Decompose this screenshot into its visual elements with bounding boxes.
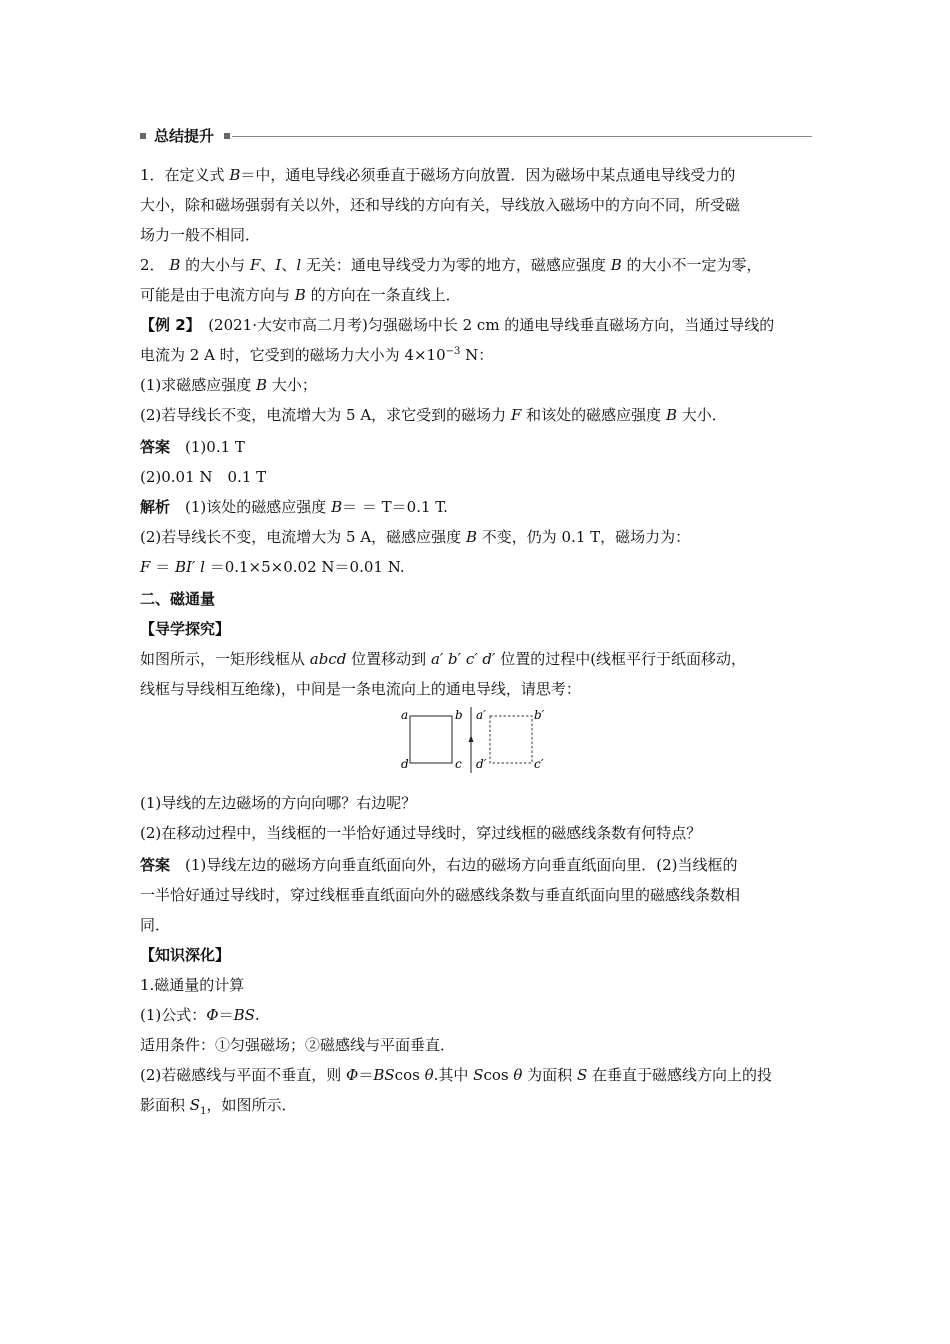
- label-b-prime: b′: [534, 708, 545, 722]
- label-b: b: [455, 708, 463, 722]
- frame-abcd: [410, 716, 452, 763]
- solution-3: F ＝ BI′ l ＝0.1×5×0.02 N＝0.01 N.: [140, 558, 405, 576]
- guide-text-cont: 线框与导线相互绝缘)，中间是一条电流向上的通电导线，请思考：: [140, 680, 581, 698]
- guide-answer: 答案 (1)导线左边的磁场方向垂直纸面向外，右边的磁场方向垂直纸面向里．(2)当线框的: [140, 856, 738, 874]
- example-2-question-1: (1)求磁感应强度 B 大小；: [140, 376, 317, 394]
- summary-header: [140, 126, 812, 146]
- answer-1: 答案 (1)0.1 T: [140, 438, 245, 456]
- label-c-prime: c′: [534, 757, 544, 771]
- label-a-prime: a′: [476, 708, 486, 722]
- square-bullet-icon: [224, 133, 230, 139]
- knowledge-1: 1.磁通量的计算: [140, 976, 245, 994]
- example-2-text-cont: 电流为 2 A 时，它受到的磁场力大小为 $4\times 10^{-3}$ N：: [140, 346, 494, 364]
- answer-2: (2)0.01 N 0.1 T: [140, 468, 267, 486]
- frame-wire-figure: [396, 705, 556, 775]
- solution-2: (2)若导线长不变，电流增大为 5 A，磁感应强度 B 不变，仍为 0.1 T，磁场力为：: [140, 528, 691, 546]
- frame-a2b2c2d2: [490, 716, 532, 763]
- summary-point-1-cont: 场力一般不相同．: [140, 226, 261, 244]
- knowledge-2: (2)若磁感线与平面不垂直，则 Φ＝BScos θ.其中 Scos θ 为面积 S 在垂直于磁感线方向上的投: [140, 1066, 773, 1084]
- divider: [232, 136, 812, 137]
- example-2-question-2: (2)若导线长不变，电流增大为 5 A，求它受到的磁场力 F 和该处的磁感应强度 B 大小．: [140, 406, 727, 424]
- current-arrow-icon: [469, 735, 474, 742]
- summary-point-2: 2． B 的大小与 F、I、l 无关：通电导线受力为零的地方，磁感应强度 B 的大小不一定为零，: [140, 256, 762, 274]
- label-a: a: [401, 708, 409, 722]
- summary-title: 总结提升: [154, 127, 215, 145]
- square-bullet-icon: [140, 133, 146, 139]
- label-c: c: [455, 757, 462, 771]
- deepen-tag: 【知识深化】: [140, 946, 231, 964]
- guide-question-1: (1)导线的左边磁场的方向向哪？右边呢？: [140, 794, 417, 812]
- knowledge-2-cont: 影面积 $S_1$，如图所示．: [140, 1096, 297, 1117]
- solution-1: 解析 (1)该处的磁感应强度 B＝ ＝ T＝0.1 T.: [140, 498, 448, 516]
- knowledge-formula: (1)公式：Φ＝BS.: [140, 1006, 260, 1024]
- guide-question-2: (2)在移动过程中，当线框的一半恰好通过导线时，穿过线框的磁感线条数有何特点？: [140, 824, 702, 842]
- summary-point-1-cont: 大小，除和磁场强弱有关以外，还和导线的方向有关，导线放入磁场中的方向不同，所受磁: [140, 196, 741, 214]
- label-d: d: [401, 757, 409, 771]
- guide-answer-cont: 一半恰好通过导线时，穿过线框垂直纸面向外的磁感线条数与垂直纸面向里的磁感线条数相: [140, 886, 741, 904]
- summary-point-2-cont: 可能是由于电流方向与 B 的方向在一条直线上．: [140, 286, 461, 304]
- knowledge-condition: 适用条件：①匀强磁场；②磁感线与平面垂直．: [140, 1036, 456, 1054]
- example-2-text: 【例 2】 (2021·大安市高二月考)匀强磁场中长 2 cm 的通电导线垂直磁场方向，当通过导线的: [140, 316, 775, 334]
- guide-text: 如图所示，一矩形线框从 abcd 位置移动到 a′ b′ c′ d′ 位置的过程中(线框平行于纸面移动，: [140, 650, 747, 668]
- summary-point-1: 1．在定义式 B＝中，通电导线必须垂直于磁场方向放置．因为磁场中某点通电导线受力的: [140, 166, 736, 184]
- section-title: 二、磁通量: [140, 590, 216, 608]
- guide-tag: 【导学探究】: [140, 620, 231, 638]
- example-tag: 【例 2】: [140, 316, 194, 334]
- label-d-prime: d′: [476, 757, 487, 771]
- guide-answer-cont: 同．: [140, 916, 171, 934]
